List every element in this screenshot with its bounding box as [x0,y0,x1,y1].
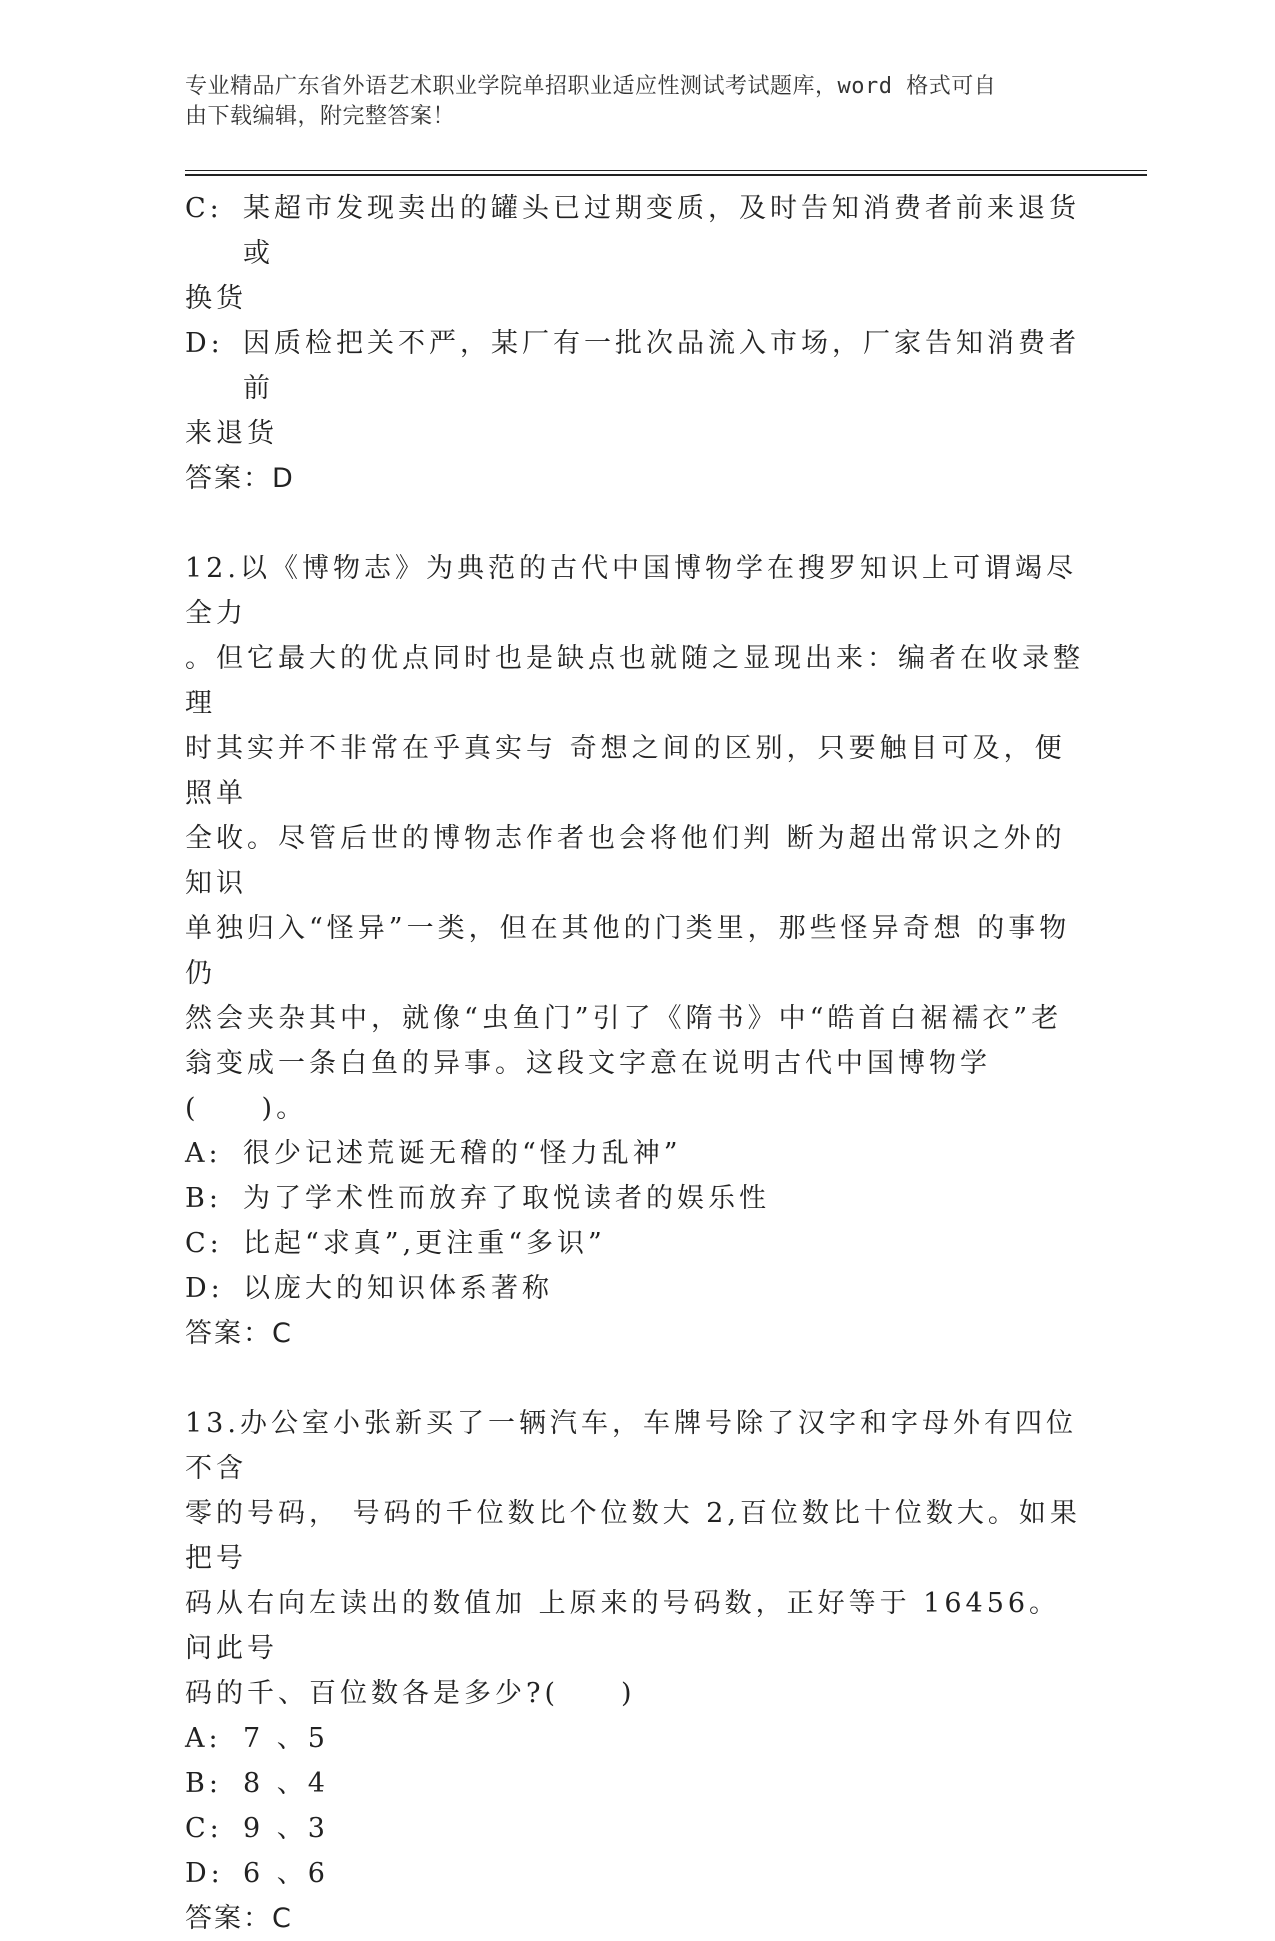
option-b [185,1176,1085,1221]
question-stem-line: 。但它最大的优点同时也是缺点也就随之显现出来：编者在收录整理 [185,643,1084,719]
option-d-wrap: 来退货 [185,418,278,449]
question-stem-line: 单独归入“怪异”一类，但在其他的门类里，那些怪异奇想 的事物仍 [185,913,1071,989]
option-a [185,1716,1085,1761]
option-c [185,1221,1085,1266]
option-text: 8 、4 [243,1768,329,1799]
option-b [185,1761,1085,1806]
answer-line: 答案：D [185,463,295,494]
header-divider-thick [185,174,1147,176]
question-13 [185,1401,1085,1941]
option-d [185,1266,1085,1311]
question-stem-line: 翁变成一条白鱼的异事。这段文字意在说明古代中国博物学( )。 [185,1048,991,1124]
option-letter: A: [185,1138,222,1169]
question-stem-line: 13.办公室小张新买了一辆汽车，车牌号除了汉字和字母外有四位不含 [185,1408,1077,1484]
option-c [185,1806,1085,1851]
option-text: 6 、6 [243,1858,329,1889]
option-text: 很少记述荒诞无稽的“怪力乱神” [243,1138,682,1169]
option-d [185,1851,1085,1896]
header-divider-thin [185,170,1147,171]
option-letter: D: [185,328,224,359]
answer-line: 答案：C [185,1318,293,1349]
option-letter: D: [185,1273,224,1304]
header-line-2: 由下载编辑，附完整答案！ [185,104,456,129]
option-text: 7 、5 [243,1723,329,1754]
option-text: 9 、3 [243,1813,329,1844]
question-stem-line: 全收。尽管后世的博物志作者也会将他们判 断为超出常识之外的知识 [185,823,1066,899]
prev-question-block [185,186,1085,501]
question-stem-line: 12.以《博物志》为典范的古代中国博物学在搜罗知识上可谓竭尽全力 [185,553,1077,629]
question-stem-line: 码的千、百位数各是多少?( ) [185,1678,636,1709]
option-d [185,321,1085,411]
question-12 [185,546,1085,1356]
option-letter: C: [185,1813,223,1844]
question-stem-line: 零的号码， 号码的千位数比个位数大 2,百位数比十位数大。如果把号 [185,1498,1081,1574]
option-letter: C: [185,193,223,224]
option-text: 某超市发现卖出的罐头已过期变质，及时告知消费者前来退货或 [243,193,1080,269]
document-header [185,72,1065,132]
option-c [185,186,1085,276]
question-stem-line: 然会夹杂其中，就像“虫鱼门”引了《隋书》中“皓首白裾襦衣”老 [185,1003,1063,1034]
option-text: 比起“求真”,更注重“多识” [243,1228,606,1259]
option-c-wrap: 换货 [185,283,247,314]
option-letter: A: [185,1723,222,1754]
option-letter: D: [185,1858,224,1889]
answer-line: 答案：C [185,1903,293,1934]
option-text: 以庞大的知识体系著称 [243,1273,553,1304]
option-text: 为了学术性而放弃了取悦读者的娱乐性 [243,1183,770,1214]
option-text: 因质检把关不严，某厂有一批次品流入市场，厂家告知消费者前 [243,328,1080,404]
document-body [185,186,1085,1941]
question-stem-line: 码从右向左读出的数值加 上原来的号码数，正好等于 16456。问此号 [185,1588,1061,1664]
option-a [185,1131,1085,1176]
option-letter: B: [185,1768,222,1799]
question-stem-line: 时其实并不非常在乎真实与 奇想之间的区别，只要触目可及，便照单 [185,733,1066,809]
option-letter: C: [185,1228,223,1259]
header-line-1: 专业精品广东省外语艺术职业学院单招职业适应性测试考试题库，word 格式可自 [185,74,997,99]
option-letter: B: [185,1183,222,1214]
